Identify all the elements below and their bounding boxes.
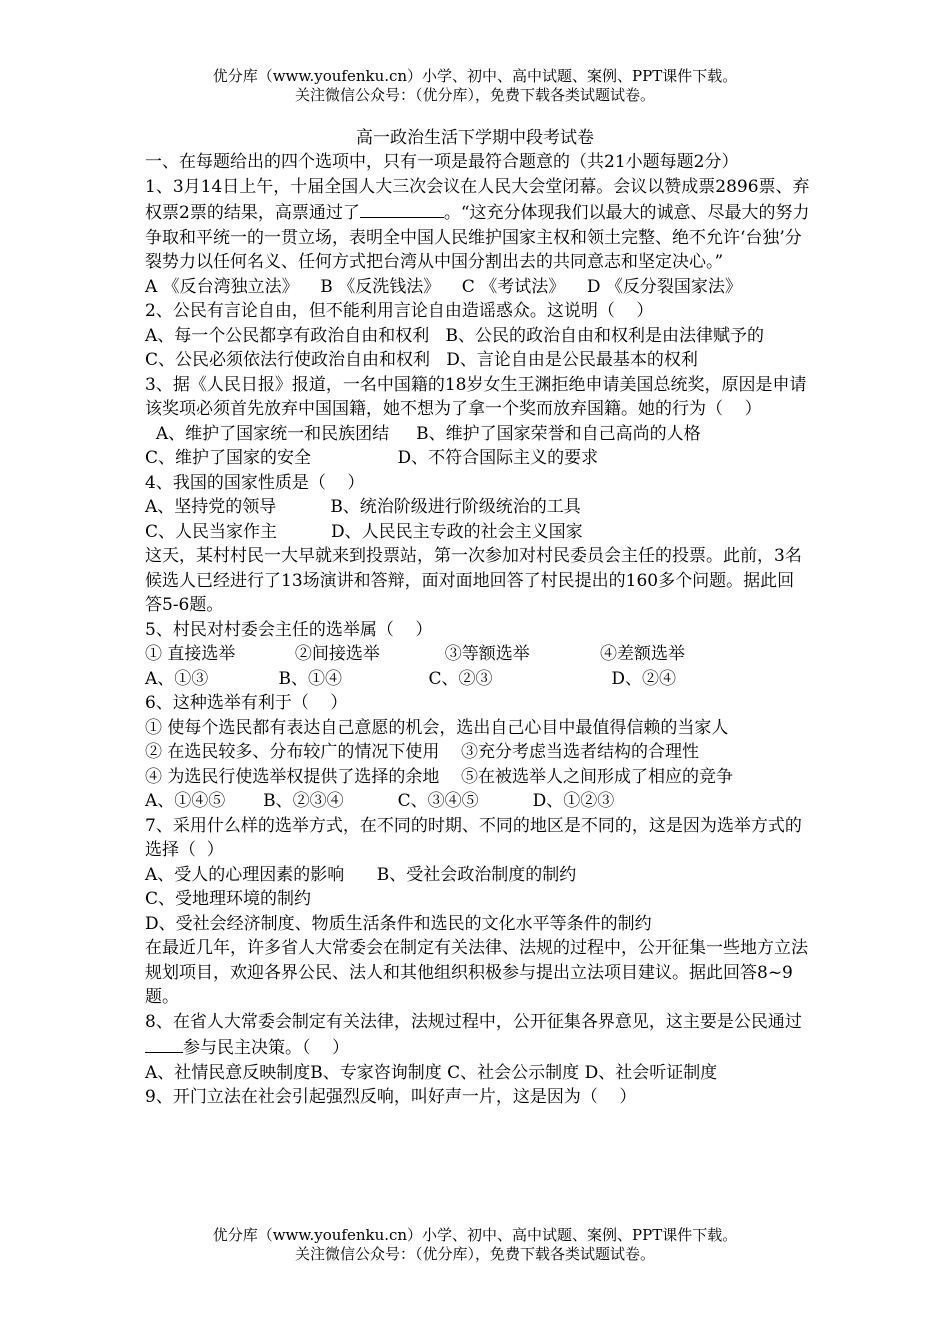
question-4-stem: 4、我国的国家性质是（ ） [145, 472, 365, 493]
question-4-options-ab: A、坚持党的领导 B、统治阶级进行阶级统治的工具 [145, 497, 581, 517]
question-1-stem-part2: 。“这充分体现我们以最大的诚意、尽最大的努力争取和平统一的一贯立场，表明全中国人民维护国家主权和领土完整、绝不允许‘台独’分裂势力以任何名义、任何方式把台湾从中国分割出去的共同意志和坚定决心。” [145, 203, 810, 272]
answer-blank [145, 1034, 183, 1053]
question-4 [145, 471, 810, 545]
exam-content [145, 150, 810, 1110]
question-1-stem-part1: 1、3月14日上午，十届全国人大三次会议在人民大会堂闭幕。会议以赞成票2896票、弃权票2票的结果，高票通过了 [145, 176, 810, 223]
question-3-stem: 3、据《人民日报》报道，一名中国籍的18岁女生王渊拒绝申请美国总统奖，原因是申请该奖项必须首先放弃中国国籍，她不想为了拿一个奖而放弃国籍。她的行为（ ） [145, 374, 807, 419]
footer-line-2: 关注微信公众号：（优分库），免费下载各类试题试卷。 [294, 1245, 655, 1263]
page-title: 高一政治生活下学期中段考试卷 [356, 128, 594, 148]
question-8-stem [145, 1010, 810, 1061]
question-7-options-ab: A、受人的心理因素的影响 B、受社会政治制度的制约 [145, 864, 577, 885]
question-2-stem: 2、公民有言论自由，但不能利用言论自由造谣惑众。这说明（ ） [145, 301, 654, 321]
question-7-option-c: C、受地理环境的制约 [145, 889, 312, 909]
material-8-9: 在最近几年，许多省人大常委会在制定有关法律、法规的过程中，公开征集一些地方立法规划项目，欢迎各界公民、法人和其他组织积极参与提出立法项目建议。据此回答8~9题。 [145, 938, 808, 1007]
question-8-stem-part1: 8、在省人大常委会制定有关法律，法规过程中，公开征集各界意见，这主要是公民通过 [145, 1011, 802, 1032]
question-1 [145, 175, 810, 300]
page-header [0, 67, 950, 105]
question-2-options-cd: C、公民必须依法行使政治自由和权利 D、言论自由是公民最基本的权利 [145, 350, 698, 370]
question-6-items-4-5: ④ 为选民行使选举权提供了选择的余地 ⑤在被选举人之间形成了相应的竞争 [145, 766, 734, 787]
question-6-items-2-3: ② 在选民较多、分布较广的情况下使用 ③充分考虑当选者结构的合理性 [145, 742, 700, 762]
question-8-options: A、社情民意反映制度B、专家咨询制度 C、社会公示制度 D、社会听证制度 [145, 1062, 718, 1083]
answer-blank [360, 199, 444, 218]
material-5-6: 这天，某村村民一大早就来到投票站，第一次参加对村民委员会主任的投票。此前，3名候选人已经进行了13场演讲和答辩，面对面地回答了村民提出的160多个问题。据此回答5-6题。 [145, 546, 802, 615]
question-2-options-ab: A、每一个公民都享有政治自由和权利 B、公民的政治自由和权利是由法律赋予的 [145, 325, 764, 346]
header-line-2: 关注微信公众号：（优分库），免费下载各类试题试卷。 [294, 86, 655, 104]
question-7 [145, 814, 810, 937]
page-footer [0, 1226, 950, 1264]
footer-line-1: 优分库（www.youfenku.cn）小学、初中、高中试题、案例、PPT课件下载。 [212, 1226, 738, 1244]
question-3-options-cd: C、维护了国家的安全 D、不符合国际主义的要求 [145, 448, 599, 468]
section-heading: 一、在每题给出的四个选项中，只有一项是最符合题意的（共21小题每题2分） [145, 152, 739, 172]
question-3 [145, 373, 810, 471]
question-1-stem [145, 175, 810, 275]
header-line-1: 优分库（www.youfenku.cn）小学、初中、高中试题、案例、PPT课件下载。 [212, 67, 738, 85]
question-7-option-d: D、受社会经济制度、物质生活条件和选民的文化水平等条件的制约 [145, 913, 652, 934]
question-9 [145, 1085, 810, 1110]
question-7-stem: 7、采用什么样的选举方式，在不同的时期、不同的地区是不同的，这是因为选举方式的选择（ ） [145, 815, 802, 860]
question-3-options-ab: A、维护了国家统一和民族团结 B、维护了国家荣誉和自己高尚的人格 [145, 423, 701, 444]
question-5 [145, 618, 810, 692]
question-8-stem-part2: 参与民主决策。（ ） [183, 1038, 350, 1058]
question-4-options-cd: C、人民当家作主 D、人民民主专政的社会主义国家 [145, 521, 583, 542]
question-6-options: A、①④⑤ B、②③④ C、③④⑤ D、①②③ [145, 791, 615, 811]
question-5-choices: ① 直接选举 ②间接选举 ③等额选举 ④差额选举 [145, 644, 685, 664]
question-6 [145, 691, 810, 814]
question-9-stem: 9、开门立法在社会引起强烈反响，叫好声一片，这是因为（ ） [145, 1087, 637, 1107]
question-2 [145, 299, 810, 373]
question-8 [145, 1010, 810, 1086]
question-5-options: A、①③ B、①④ C、②③ D、②④ [145, 668, 677, 689]
question-6-stem: 6、这种选举有利于（ ） [145, 693, 348, 713]
question-5-stem: 5、村民对村委会主任的选举属（ ） [145, 619, 433, 640]
question-6-item-1: ① 使每个选民都有表达自己意愿的机会，选出自己心目中最值得信赖的当家人 [145, 717, 729, 738]
question-1-options: A 《反台湾独立法》 B 《反洗钱法》 C 《考试法》 D 《反分裂国家法》 [145, 276, 742, 297]
